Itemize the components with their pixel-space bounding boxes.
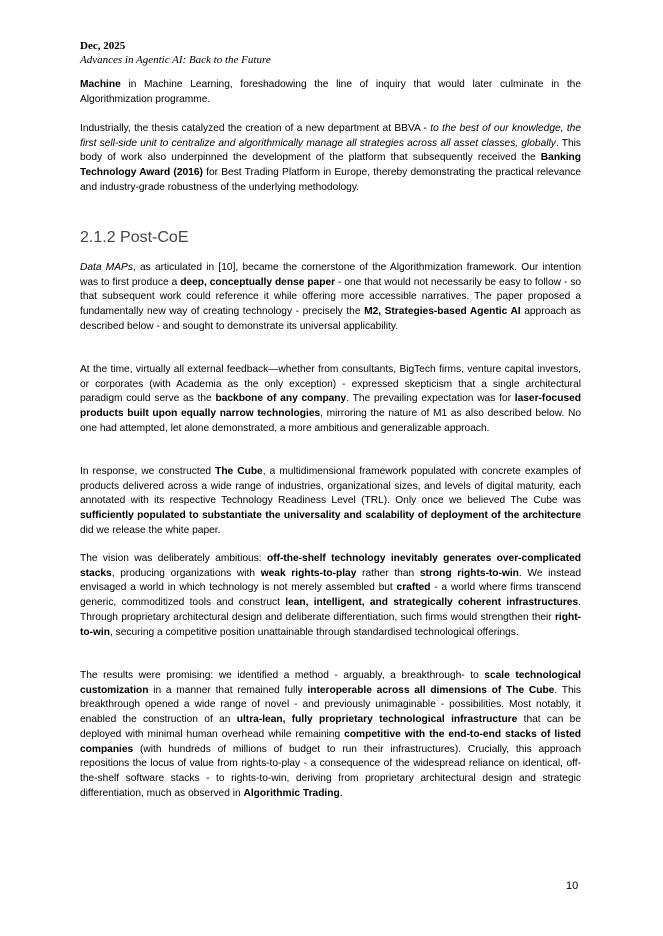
emphasis: Algorithmic Trading (243, 787, 340, 799)
emphasis: deep, conceptually dense paper (180, 276, 336, 288)
page-number: 10 (566, 880, 579, 892)
emphasis: Banking Technology Award (2016) (80, 152, 581, 179)
industry-paragraph: Industrially, the thesis catalyzed the creation of a new department at BBVA - to the best of our knowledge, the first sell-side unit to centralize and algorithmically manage all strategies across all asset classes, globally. This body of work also underpinned the development of the platform that subsequently received the Banking Technology Award (2016) for Best Trading Platform in Europe, thereby demonstrating the practical relevance and industry-grade robustness of the underlying methodology. (80, 123, 582, 193)
emphasis: weak rights-to-play (260, 567, 357, 579)
emphasis: lean, intelligent, and strategically coherent infrastructures (285, 597, 579, 609)
section-heading: 2.1.2 Post-CoE (80, 229, 189, 246)
emphasis: interoperable across all dimensions of The Cube (307, 684, 555, 696)
emphasis: M2, Strategies-based Agentic AI (364, 306, 521, 318)
emphasis: laser-focused products built upon equally narrow technologies (80, 393, 581, 420)
emphasis: The Cube (215, 466, 263, 477)
running-header-title: Advances in Agentic AI: Back to the Future (80, 54, 271, 66)
emphasis: sufficiently populated to substantiate the universality and scalability of deployment of the architecture (80, 510, 581, 522)
emphasis-italic: to the best of our knowledge, the first sell-side unit to centralize and algorithmically manage all strategies across all asset classes, globally (80, 123, 581, 149)
paragraph-data-maps: Data MAPs, as articulated in [10], became the cornerstone of the Algorithmization framework. Our intention was to first produce a deep, conceptually dense paper - one that would not necessarily be easy to follow - so that subsequent work could reference it while offering more accessible narratives. The paper proposed a fundamentally new way of creating technology - precisely the M2, Strategies-based Agentic AI approach as described below - and sought to demonstrate its universal applicability. (80, 262, 582, 332)
emphasis: Machine (80, 79, 121, 90)
emphasis: crafted (396, 582, 431, 594)
running-header-date: Dec, 2025 (80, 40, 126, 52)
emphasis: competitive with the end-to-end stacks of listed companies (80, 728, 581, 755)
emphasis: strong rights-to-win (419, 567, 519, 579)
paragraph-feedback: At the time, virtually all external feedback—whether from consultants, BigTech firms, venture capital investors, or corporates (with Academia as the only exception) - expressed skepticism that a single architectural paradigm could serve as the backbone of any company. The prevailing expectation was for laser-focused products built upon equally narrow technologies, mirroring the nature of M1 as also described below. No one had attempted, let alone demonstrated, a more ambitious and generalizable approach. (80, 364, 581, 434)
emphasis: scale technological customization (80, 670, 581, 696)
emphasis-italic: Data MAPs (80, 262, 133, 273)
emphasis: right-to-win (80, 611, 581, 638)
intro-paragraph: Machine in Machine Learning, foreshadowing the line of inquiry that would later culminate in the Algorithmization programme. (80, 79, 581, 105)
paragraph-the-cube: In response, we constructed The Cube, a multidimensional framework populated with concrete examples of products delivered across a wide range of industries, organizational sizes, and levels of digital maturity, each annotated with its respective Technology Readiness Level (TRL). Only once we believed The Cube was sufficiently populated to substantiate the universality and scalability of deployment of the architecture did we release the white paper. (80, 466, 581, 536)
emphasis: off-the-shelf technology inevitably generates over-complicated stacks (80, 553, 581, 579)
emphasis: backbone of any company (215, 393, 347, 405)
emphasis: ultra-lean, fully proprietary technological infrastructure (236, 714, 518, 726)
paragraph-vision: The vision was deliberately ambitious: off-the-shelf technology inevitably generates over-complicated stacks, producing organizations with weak rights-to-play rather than strong rights-to-win. We instead envisaged a world in which technology is not merely assembled but crafted - a world where firms transcend generic, commoditized tools and construct lean, intelligent, and strategically coherent infrastructures. Through proprietary architectural design and deliberate differentiation, such firms would strengthen their right-to-win, securing a competitive position unattainable through standardised technological offerings. (80, 553, 582, 638)
paragraph-results: The results were promising: we identified a method - arguably, a breakthrough- to scale technological customization in a manner that remained fully interoperable across all dimensions of The Cube. This breakthrough opened a wide range of novel - and previously unimaginable - possibilities. Most notably, it enabled the construction of an ultra-lean, fully proprietary technological infrastructure that can be deployed with minimal human overhead while remaining competitive with the end-to-end stacks of listed companies (with hundreds of millions of budget to run their infrastructures). Crucially, this approach repositions the locus of value from rights-to-play - a consequence of the widespread reliance on identical, off-the-shelf software stacks - to rights-to-win, deriving from proprietary architectural design and strategic differentiation, much as observed in Algorithmic Trading. (80, 670, 581, 799)
